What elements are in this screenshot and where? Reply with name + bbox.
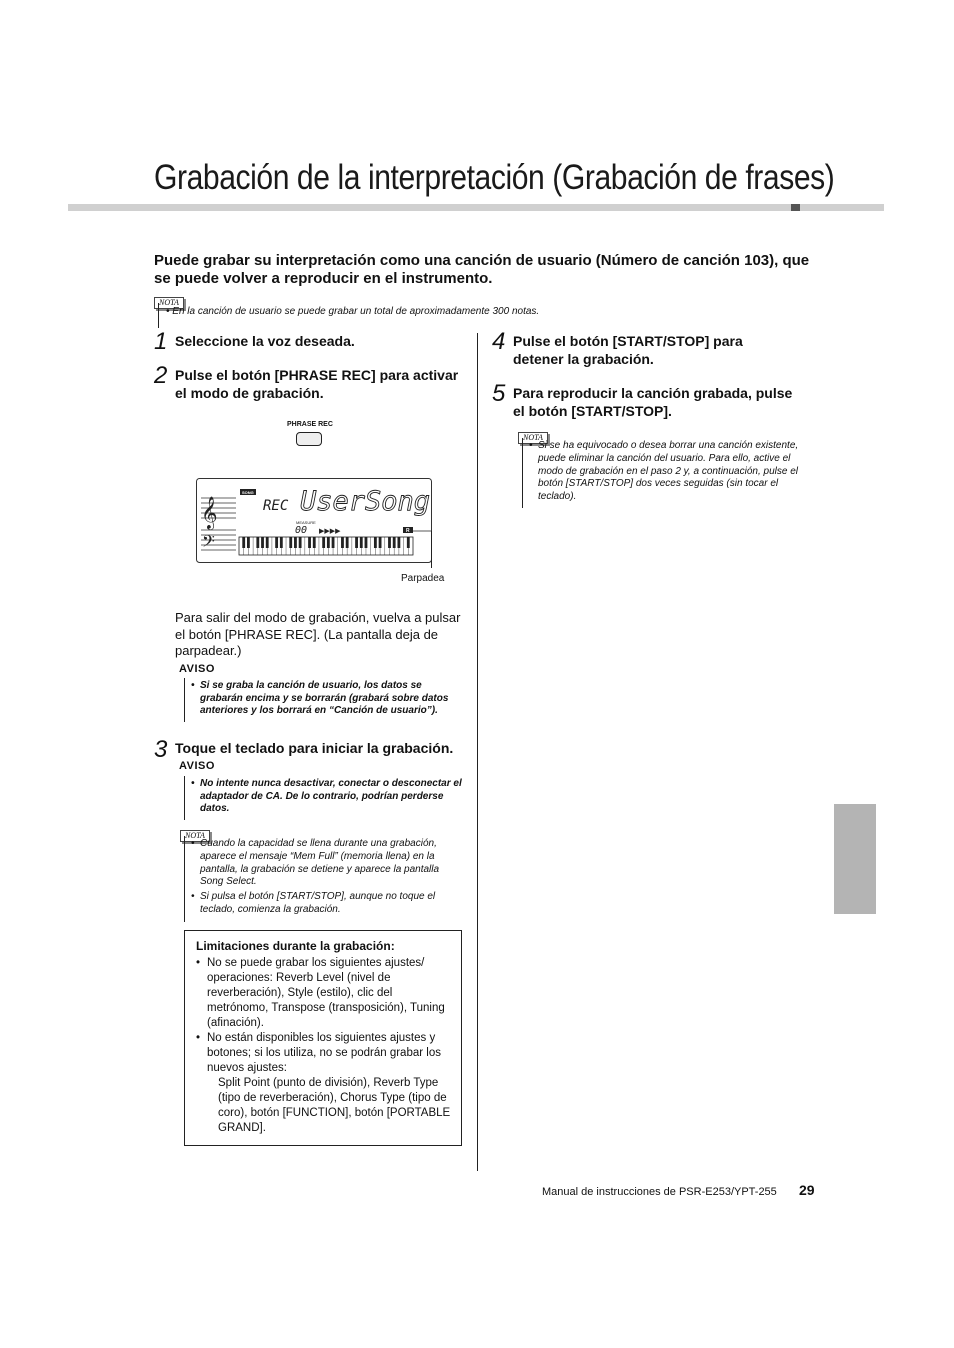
black-key <box>379 537 382 548</box>
page-title: Grabación de la interpretación (Grabación de frases) <box>154 158 835 197</box>
aviso-2-body <box>184 776 466 820</box>
page-number: 29 <box>799 1182 815 1198</box>
title-rule-marker <box>791 204 800 211</box>
limitations-title: Limitaciones durante la grabación: <box>196 939 395 953</box>
limitations-box <box>184 930 462 1146</box>
nota-top-text: En la canción de usuario se puede grabar un total de aproximadamente 300 notas. <box>172 306 540 317</box>
black-key <box>355 537 358 548</box>
intro-text: Puede grabar su interpretación como una canción de usuario (Número de canción 103), que se puede volver a reproducir en el instrumento. <box>154 252 810 287</box>
black-key <box>327 537 330 548</box>
lcd-keyboard <box>239 537 413 555</box>
step-2-number: 2 <box>154 362 168 389</box>
step-5-number: 5 <box>492 380 506 407</box>
step-2-text: Pulse el botón [PHRASE REC] para activar el modo de grabación. <box>175 367 459 401</box>
step-4-number: 4 <box>492 328 506 355</box>
nota-badge: NOTA <box>518 432 548 444</box>
black-key <box>256 537 259 548</box>
black-key <box>313 537 316 548</box>
nota-right-text: • Si se ha equivocado o desea borrar una canción existente, puede eliminar la canción del usuario. Para ello, active el modo de grabación en el paso 2 y, a continuación, pulse el botón [START/STOP] dos veces seguidas (sin tocar el teclado). <box>529 440 805 504</box>
aviso-2-label: AVISO <box>179 760 215 772</box>
lcd-display-illustration <box>196 478 432 563</box>
aviso-1-label: AVISO <box>179 663 215 675</box>
treble-clef-icon: 𝄞 <box>201 496 218 529</box>
black-key <box>374 537 377 548</box>
black-key <box>322 537 325 548</box>
aviso-1-text: • Si se graba la canción de usuario, los datos se grabarán encima y se borrarán (grabará sobre datos anteriores y los borrará en “Canción de usuario”). <box>191 680 466 718</box>
step-5-text: Para reproducir la canción grabada, pulse el botón [START/STOP]. <box>513 385 793 419</box>
black-key <box>289 537 292 548</box>
limitation-item-1: • No se puede grabar los siguientes ajustes/ operaciones: Reverb Level (nivel de reverberación), Style (estilo), clic del metrónomo, Transpose (transposición), Tuning (afinación). <box>196 956 451 1031</box>
limitation-item-2: • No están disponibles los siguientes ajustes y botones; si los utiliza, no se podrán grabar los nuevos ajustes: <box>196 1031 451 1076</box>
lcd-rec-text: REC <box>263 498 289 514</box>
black-key <box>308 537 311 548</box>
title-rule <box>68 204 884 211</box>
black-key <box>397 537 400 548</box>
black-key <box>341 537 344 548</box>
footer-manual-title: Manual de instrucciones de PSR-E253/YPT-255 <box>542 1186 777 1198</box>
step-1-text: Seleccione la voz deseada. <box>175 333 355 349</box>
nota-badge: NOTA <box>180 830 210 842</box>
black-key <box>365 537 368 548</box>
black-key <box>407 537 410 548</box>
step-1-number: 1 <box>154 328 168 355</box>
nota-left-body <box>184 836 461 922</box>
nota-right-body <box>522 438 805 508</box>
black-key <box>247 537 250 548</box>
aviso-2-text: • No intente nunca desactivar, conectar o desconectar el adaptador de CA. De lo contrario, podrían perderse datos. <box>191 778 466 816</box>
songs-indicator-text: SONG <box>242 490 254 495</box>
black-key <box>294 537 297 548</box>
phrase-rec-label: PHRASE REC <box>287 421 333 428</box>
black-key <box>332 537 335 548</box>
lcd-measure-value: 00 <box>295 525 308 536</box>
black-key <box>346 537 349 548</box>
black-key <box>275 537 278 548</box>
phrase-rec-button <box>296 432 322 446</box>
callout-label: Parpadea <box>401 573 445 584</box>
nota-left-item: • Si pulsa el botón [START/STOP], aunque no toque el teclado, comienza la grabación. <box>191 891 461 917</box>
exit-instructions: Para salir del modo de grabación, vuelva a pulsar el botón [PHRASE REC]. (La pantalla deja de parpadear.) <box>175 610 461 658</box>
step-4-text: Pulse el botón [START/STOP] para detener la grabación. <box>513 333 743 367</box>
nota-top-body: • En la canción de usuario se puede grabar un total de aproximadamente 300 notas. <box>158 303 666 328</box>
black-key <box>388 537 391 548</box>
lcd-beat-arrows: ▶▶▶▶ <box>319 528 341 535</box>
section-side-tab <box>834 804 876 914</box>
lcd-song-name: UserSong <box>300 486 431 517</box>
nota-badge: NOTA <box>154 297 184 309</box>
black-key <box>280 537 283 548</box>
step-3-text: Toque el teclado para iniciar la grabación. <box>175 740 454 756</box>
lcd-r-text: R <box>406 528 410 534</box>
lcd-measure-label: MEASURE <box>296 520 316 525</box>
callout-leader <box>431 531 432 568</box>
aviso-1-body <box>184 678 466 722</box>
column-divider <box>477 333 478 1171</box>
step-3-number: 3 <box>154 736 168 763</box>
limitation-item-2-sub: Split Point (punto de división), Reverb Type (tipo de reverberación), Chorus Type (tipo de coro), botón [FUNCTION], botón [PORTABLE GRAND]. <box>218 1077 451 1134</box>
black-key <box>242 537 245 548</box>
black-key <box>393 537 396 548</box>
bass-clef-icon: 𝄢 <box>202 531 215 555</box>
black-key <box>360 537 363 548</box>
black-key <box>299 537 302 548</box>
black-key <box>261 537 264 548</box>
nota-left-item: • Cuando la capacidad se llena durante una grabación, aparece el mensaje “Mem Full” (memoria llena) en la pantalla, la grabación se detiene y aparece la pantalla Song Select. <box>191 838 461 889</box>
black-key <box>266 537 269 548</box>
